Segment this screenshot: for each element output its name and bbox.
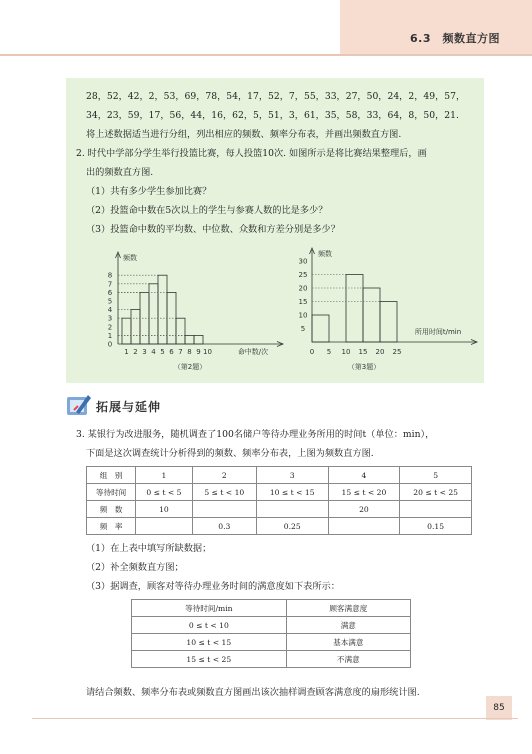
table-cell: 20 ≤ t < 25: [400, 484, 472, 501]
x-tick-label: 6: [169, 348, 174, 356]
table-cell: 0 ≤ t < 5: [136, 484, 193, 501]
y-tick-label: 5: [300, 325, 306, 333]
x-tick-label: 8: [187, 348, 192, 356]
table-cell: [400, 501, 472, 518]
page-number: 85: [486, 696, 512, 720]
table-cell: 15 ≤ t < 25: [132, 651, 287, 668]
table-cell: 等待时间: [87, 484, 136, 501]
y-tick-label: 1: [107, 331, 113, 340]
y-tick-label: 25: [298, 271, 308, 279]
y-tick-label: 20: [298, 284, 308, 293]
y-tick-label: 2: [107, 323, 113, 332]
table-cell: 5: [400, 467, 472, 484]
ex3-final-instruction: 请结合频数、频率分布表或频数直方图画出该次抽样调查顾客满意度的扇形统计图.: [86, 687, 420, 698]
chart-caption: （第3题）: [347, 363, 381, 371]
histogram-bar: [158, 275, 167, 344]
histogram-bar: [346, 275, 363, 343]
table-cell: 0.3: [192, 518, 256, 535]
table-cell: 基本满意: [286, 634, 410, 651]
x-tick-label: 1: [124, 348, 129, 356]
table-cell: 4: [328, 467, 400, 484]
y-tick-label: 15: [298, 298, 308, 306]
table-cell: 0.25: [256, 518, 328, 535]
y-tick-label: 8: [107, 271, 113, 280]
table-cell: 顾客满意度: [286, 600, 410, 617]
table-cell: 组 别: [87, 467, 136, 484]
ex1-data-line1: 28，52，42，2，53，69，78，54，17，52，7，55，33，27，50，24，2，49，57，: [86, 91, 466, 102]
table-cell: 等待时间/min: [132, 600, 287, 617]
histogram-bar: [176, 318, 185, 344]
section-title: 拓展与延伸: [96, 400, 162, 414]
table-row: [87, 501, 472, 518]
histogram-bar: [194, 335, 203, 344]
x-tick-label: 20: [375, 348, 385, 356]
histogram-chart-q3: [290, 246, 480, 374]
x-tick-label: 10: [341, 348, 351, 356]
histogram-bar: [312, 315, 329, 342]
x-tick-label: 0: [309, 348, 315, 356]
y-axis-label: 频数: [123, 254, 137, 262]
table-cell: 0.15: [400, 518, 472, 535]
x-axis-label: 所用时间t/min: [414, 328, 462, 336]
y-tick-label: 4: [107, 306, 113, 315]
y-tick-label: 0: [107, 340, 113, 349]
table-row: [87, 467, 472, 484]
histogram-bar: [131, 310, 140, 344]
ex3-question-2: （2）补全频数直方图；: [86, 562, 184, 573]
table-cell: 10 ≤ t < 15: [132, 634, 287, 651]
table-cell: 15 ≤ t < 20: [328, 484, 400, 501]
ex2-stem-line1: 2. 时代中学部分学生举行投篮比赛，每人投篮10次. 如图所示是将比赛结果整理后，画: [76, 148, 427, 159]
ex1-data-line2: 34，23，59，17，56，44，16，62，5，51，3，61，35，58，33，64，8，50，21.: [86, 110, 459, 121]
ex3-stem-line2: 下面是这次调查统计分析得到的频数、频率分布表，上图为频数直方图.: [86, 448, 374, 459]
ex3-stem-line1: 3. 某银行为改进服务，随机调查了100名储户等待办理业务所用的时间t（单位：min），: [76, 429, 435, 440]
table-cell: 3: [256, 467, 328, 484]
histogram-bar: [363, 288, 380, 342]
x-tick-label: 25: [392, 348, 402, 356]
histogram-bar: [380, 302, 397, 343]
table-cell: 1: [136, 467, 193, 484]
table-cell: 不满意: [286, 651, 410, 668]
table-cell: 满意: [286, 617, 410, 634]
x-tick-label: 15: [358, 348, 368, 356]
ex2-question-1: （1）共有多少学生参加比赛？: [86, 186, 212, 197]
x-tick-label: 9: [196, 348, 201, 356]
table-cell: 10 ≤ t < 15: [256, 484, 328, 501]
y-axis-label: 频数: [318, 250, 332, 258]
histogram-bar: [185, 335, 194, 344]
table-row: [132, 600, 411, 617]
ex2-question-2: （2）投篮命中数在5次以上的学生与参赛人数的比是多少？: [86, 205, 328, 216]
satisfaction-table: [131, 599, 411, 668]
table-cell: 5 ≤ t < 10: [192, 484, 256, 501]
histogram-chart-q2: [90, 246, 300, 374]
ex1-instruction: 将上述数据适当进行分组，列出相应的频数、频率分布表，并画出频数直方图.: [86, 129, 402, 140]
y-tick-label: 30: [298, 257, 308, 266]
extension-section-icon: [66, 392, 92, 418]
frequency-table: [86, 466, 472, 535]
y-tick-label: 6: [107, 288, 113, 297]
x-tick-label: 7: [178, 348, 183, 356]
ex2-stem-line2: 出的频数直方图.: [86, 167, 154, 178]
histogram-bar: [122, 318, 131, 344]
table-cell: 10: [136, 501, 193, 518]
header-rule: [0, 54, 532, 56]
histogram-bar: [140, 292, 149, 344]
table-cell: [192, 501, 256, 518]
table-cell: [328, 518, 400, 535]
histogram-bar: [167, 292, 176, 344]
y-tick-label: 3: [107, 314, 113, 323]
x-axis-label: 命中数/次: [237, 348, 269, 356]
table-cell: 0 ≤ t < 10: [132, 617, 287, 634]
y-tick-label: 7: [107, 280, 113, 289]
table-cell: [256, 501, 328, 518]
chart-caption: （第2题）: [173, 363, 207, 371]
table-cell: 频 率: [87, 518, 136, 535]
table-row: [132, 617, 411, 634]
histogram-bar: [149, 284, 158, 344]
page-header-title: 6.3 频数直方图: [410, 32, 500, 45]
y-tick-label: 5: [107, 297, 113, 306]
table-cell: [136, 518, 193, 535]
table-row: [87, 518, 472, 535]
x-tick-label: 5: [160, 348, 165, 356]
x-tick-label: 2: [133, 348, 138, 356]
table-cell: 20: [328, 501, 400, 518]
table-cell: 2: [192, 467, 256, 484]
ex2-question-3: （3）投篮命中数的平均数、中位数、众数和方差分别是多少？: [86, 224, 340, 235]
footer-rule: [32, 718, 518, 719]
x-tick-label: 4: [151, 348, 156, 356]
table-row: [132, 651, 411, 668]
table-cell: 频 数: [87, 501, 136, 518]
table-row: [87, 484, 472, 501]
x-tick-label: 10: [203, 348, 212, 356]
x-tick-label: 5: [326, 348, 332, 356]
x-tick-label: 3: [142, 348, 147, 356]
table-row: [132, 634, 411, 651]
ex3-question-3: （3）据调查，顾客对等待办理业务时间的满意度如下表所示：: [86, 581, 340, 592]
y-tick-label: 10: [298, 311, 308, 320]
ex3-question-1: （1）在上表中填写所缺数据；: [86, 543, 212, 554]
